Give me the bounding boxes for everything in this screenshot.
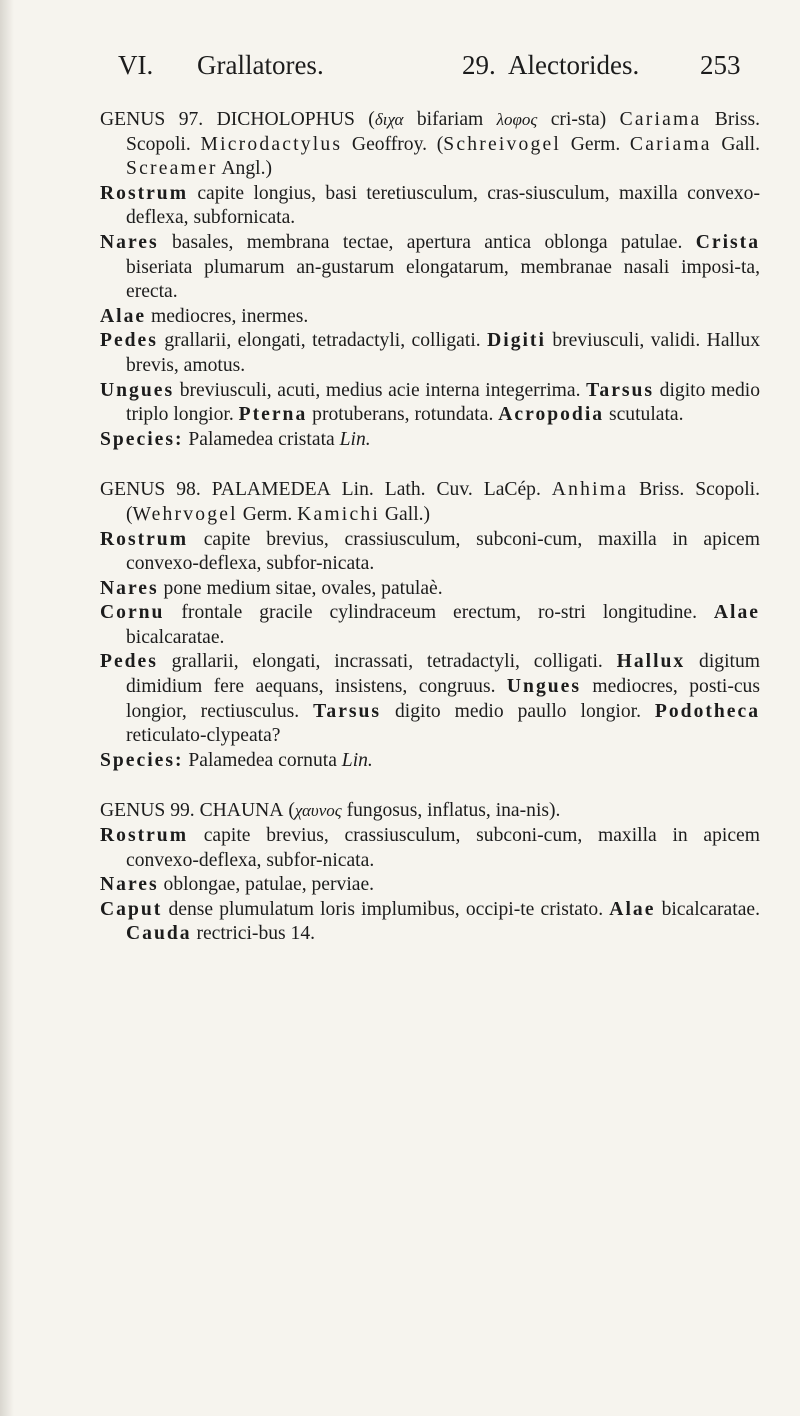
field-text: biseriata plumarum an-gustarum elongatarum, membranae nasali imposi-ta, erecta.: [126, 256, 760, 303]
family-number: 29.: [462, 50, 496, 80]
vernacular-lang: Germ.: [237, 503, 298, 525]
vernacular-english: Screamer: [126, 158, 218, 180]
species-name: Palamedea cristata: [183, 428, 340, 450]
ungues-description: [100, 379, 760, 428]
species-name: Palamedea cornuta: [183, 749, 342, 771]
pedes-description: [100, 650, 760, 748]
field-term: Pedes: [100, 651, 158, 673]
field-term: Nares: [100, 874, 159, 896]
synonym-name: Cariama: [619, 109, 702, 130]
species-line: [100, 749, 760, 774]
genus-entry-dicholophus: [100, 108, 760, 452]
vernacular-german: Schreivogel: [443, 133, 562, 155]
nares-description: [100, 577, 760, 602]
field-term: Species:: [100, 749, 184, 771]
genus-entry-chauna: [100, 799, 760, 947]
field-term: Species:: [100, 428, 184, 450]
field-term: Rostrum: [100, 825, 189, 847]
etymology-close: cri-sta): [537, 109, 620, 130]
field-text: dense plumulatum loris implumibus, occipi-te cristato.: [162, 898, 610, 920]
running-head: [0, 50, 800, 90]
synonym-authors-2: Geoffroy. (: [342, 133, 444, 155]
vernacular-lang-3: Angl.): [217, 158, 273, 180]
field-term: Alae: [609, 898, 656, 920]
field-term: Nares: [100, 577, 159, 599]
field-text: digitum dimidium fere aequans, insistens, congruus.: [126, 651, 760, 698]
rostrum-description: [100, 182, 760, 231]
field-term: Pedes: [100, 330, 158, 352]
genus-heading: GENUS 99. CHAUNA: [100, 800, 284, 822]
field-term: Tarsus: [586, 379, 655, 401]
vernacular-french: Cariama: [629, 133, 712, 155]
rostrum-description: [100, 528, 760, 577]
field-text: capite brevius, crassiusculum, subconi-cum, maxilla in apicem convexo-deflexa, subfor-nicata.: [126, 825, 760, 871]
field-term: Cauda: [126, 923, 192, 945]
field-term: Tarsus: [313, 700, 382, 722]
greek-word: χαυνος: [294, 801, 342, 821]
genus-authors: Lin. Lath. Cuv. LaCép.: [330, 479, 552, 501]
field-text: breviusculi, validi. Hallux brevis, amotus.: [126, 330, 760, 376]
field-term: Ungues: [506, 676, 581, 698]
field-text: grallarii, elongati, incrassati, tetradactyli, colligati.: [157, 651, 617, 673]
field-text: digito medio triplo longior.: [126, 379, 760, 426]
field-term: Nares: [100, 231, 159, 253]
caput-description: [100, 898, 760, 947]
order-name: Grallatores.: [197, 50, 324, 80]
etymology-text: bifariam: [403, 109, 497, 130]
field-term: Cornu: [100, 602, 165, 624]
vernacular-german: Wehrvogel: [132, 503, 238, 525]
cornu-description: [100, 601, 760, 650]
chapter-number: VI.: [118, 50, 154, 80]
field-text: capite brevius, crassiusculum, subconi-cum, maxilla in apicem convexo-deflexa, subfor-nicata.: [126, 528, 760, 575]
field-text: rectrici-bus 14.: [191, 923, 316, 945]
rostrum-description: [100, 824, 760, 873]
field-text: digito medio paullo longior.: [381, 700, 655, 722]
page-number: 253: [700, 50, 741, 80]
field-text: capite longius, basi teretiusculum, cras-siusculum, maxilla convexo-deflexa, subfornicata.: [126, 182, 760, 229]
field-text: scutulata.: [604, 404, 684, 426]
vernacular-french: Kamichi: [297, 503, 380, 525]
species-author: Lin.: [339, 428, 371, 450]
etymology-text: fungosus, inflatus, ina-nis).: [341, 800, 561, 822]
field-text: protuberans, rotundata.: [307, 404, 499, 426]
field-text: pone medium sitae, ovales, patulaè.: [158, 577, 443, 599]
field-term: Ungues: [100, 379, 175, 401]
field-term: Podotheca: [654, 700, 760, 722]
genus-heading: GENUS 98. PALAMEDEA: [100, 479, 331, 501]
field-term: Alae: [713, 602, 760, 624]
field-term: Alae: [100, 305, 147, 327]
vernacular-lang-2: Gall.): [380, 503, 431, 525]
field-term: Rostrum: [100, 182, 189, 204]
synonym-name: Anhima: [551, 479, 629, 501]
field-text: frontale gracile cylindraceum erectum, ro-stri longitudine.: [164, 602, 714, 624]
species-author: Lin.: [341, 749, 373, 771]
field-term: Acropodia: [498, 404, 605, 426]
field-term: Rostrum: [100, 528, 189, 550]
field-text: breviusculi, acuti, medius acie interna integerrima.: [174, 379, 587, 401]
genus-heading-paragraph: [100, 478, 760, 527]
field-term: Hallux: [616, 651, 686, 673]
field-term: Caput: [100, 898, 163, 920]
field-term: Crista: [695, 231, 760, 253]
genus-heading-paragraph: [100, 799, 760, 824]
synonym-authors: Briss. Scopoli. (: [126, 479, 760, 525]
nares-description: [100, 231, 760, 305]
nares-description: [100, 873, 760, 898]
field-text: bicalcaratae.: [655, 898, 760, 920]
field-text: mediocres, posti-cus longior, rectiusculus.: [126, 676, 760, 722]
page-body: [100, 108, 760, 947]
etymology-open: (: [354, 109, 375, 130]
field-text: mediocres, inermes.: [146, 305, 309, 327]
field-text: grallarii, elongati, tetradactyli, colligati.: [157, 330, 488, 352]
greek-word-2: λοφος: [496, 110, 538, 129]
synonym-name-2: Microdactylus: [200, 133, 343, 155]
genus-heading-paragraph: [100, 108, 760, 182]
field-term: Digiti: [487, 330, 546, 352]
field-text: bicalcaratae.: [126, 626, 225, 648]
field-text: reticulato-clypeata?: [126, 725, 281, 747]
field-text: basales, membrana tectae, apertura antica oblonga patulae.: [158, 231, 696, 253]
species-line: [100, 428, 760, 453]
alae-description: [100, 305, 760, 330]
genus-heading: GENUS 97. DICHOLOPHUS: [100, 109, 355, 130]
field-text: oblongae, patulae, perviae.: [158, 874, 375, 896]
family-name: Alectorides.: [508, 50, 640, 80]
etymology-open: (: [283, 800, 295, 822]
vernacular-lang-2: Gall.: [711, 133, 761, 155]
synonym-authors: Briss. Scopoli.: [126, 109, 760, 155]
greek-word: διχα: [374, 110, 404, 129]
field-term: Pterna: [238, 404, 308, 426]
pedes-description: [100, 329, 760, 378]
vernacular-lang: Germ.: [561, 133, 630, 155]
genus-entry-palamedea: [100, 478, 760, 773]
page-gutter-shadow: [0, 0, 14, 1416]
